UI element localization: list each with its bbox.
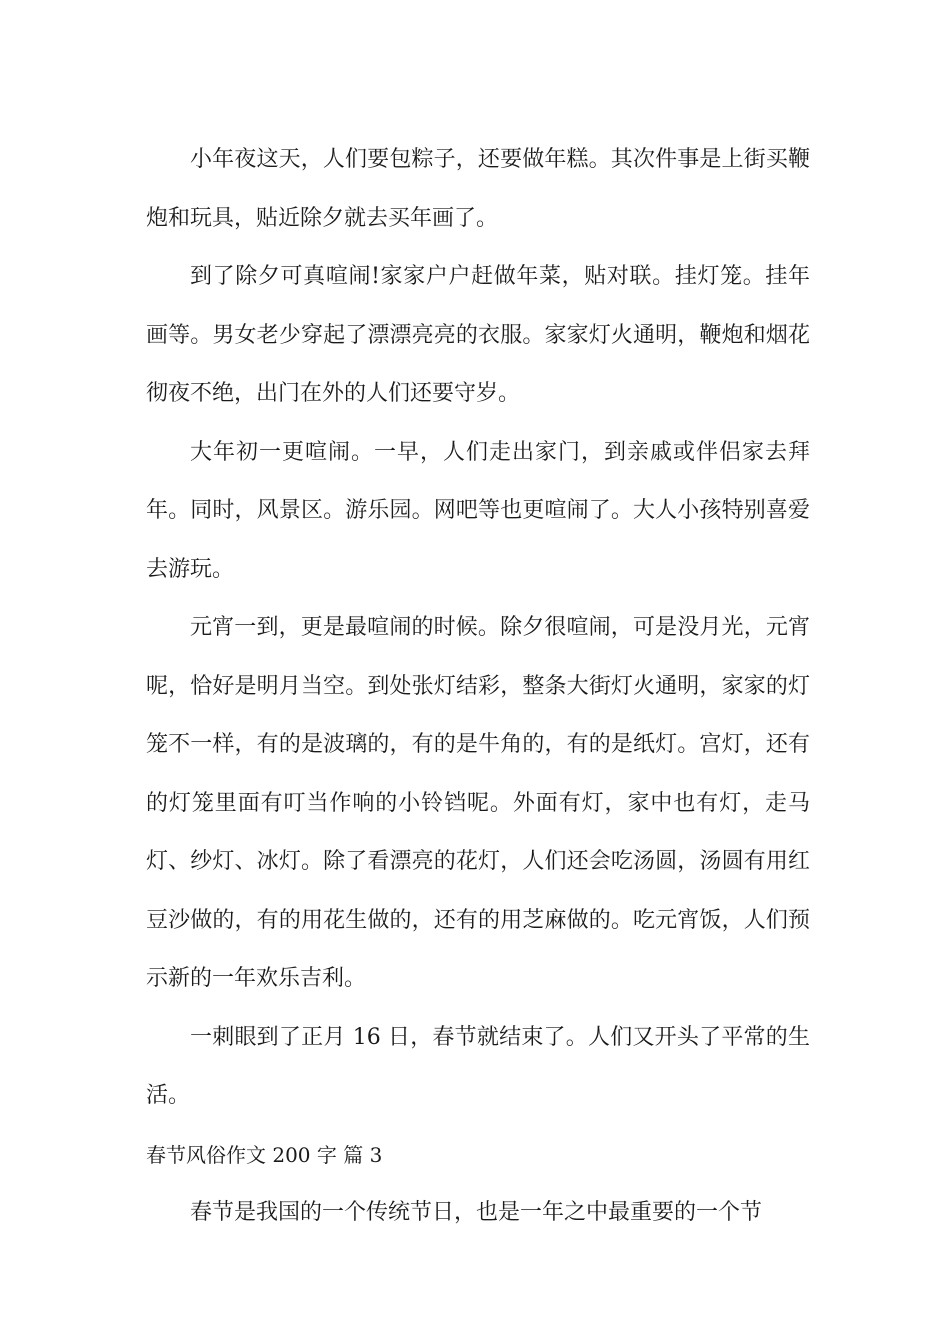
essay-heading: 春节风俗作文 200 字 篇 3 xyxy=(146,1142,383,1167)
article-body xyxy=(146,131,810,1243)
paragraph-essay-3-start: 春节是我国的一个传统节日，也是一年之中最重要的一个节 xyxy=(190,1200,763,1225)
paragraph-festival-end: 一刺眼到了正月 16 日，春节就结束了。人们又开头了平常的生活。 xyxy=(146,1024,810,1108)
paragraph-little-new-year: 小年夜这天，人们要包粽子，还要做年糕。其次件事是上街买鞭炮和玩具，贴近除夕就去买年画了。 xyxy=(146,147,810,231)
paragraph-lantern-festival: 元宵一到，更是最喧闹的时候。除夕很喧闹，可是没月光，元宵呢，恰好是明月当空。到处张灯结彩，整条大街灯火通明，家家的灯笼不一样，有的是波璃的，有的是牛角的，有的是纸灯。宫灯，还有的灯笼里面有叮当作响的小铃铛呢。外面有灯，家中也有灯，走马灯、纱灯、冰灯。除了看漂亮的花灯，人们还会吃汤圆，汤圆有用红豆沙做的，有的用花生做的，还有的用芝麻做的。吃元宵饭，人们预示新的一年欢乐吉利。 xyxy=(146,615,810,991)
paragraph-first-day: 大年初一更喧闹。一早，人们走出家门，到亲戚或伴侣家去拜年。同时，风景区。游乐园。网吧等也更喧闹了。大人小孩特别喜爱去游玩。 xyxy=(146,439,810,582)
paragraph-new-years-eve: 到了除夕可真喧闹!家家户户赶做年菜，贴对联。挂灯笼。挂年画等。男女老少穿起了漂漂亮亮的衣服。家家灯火通明，鞭炮和烟花彻夜不绝，出门在外的人们还要守岁。 xyxy=(146,264,810,406)
